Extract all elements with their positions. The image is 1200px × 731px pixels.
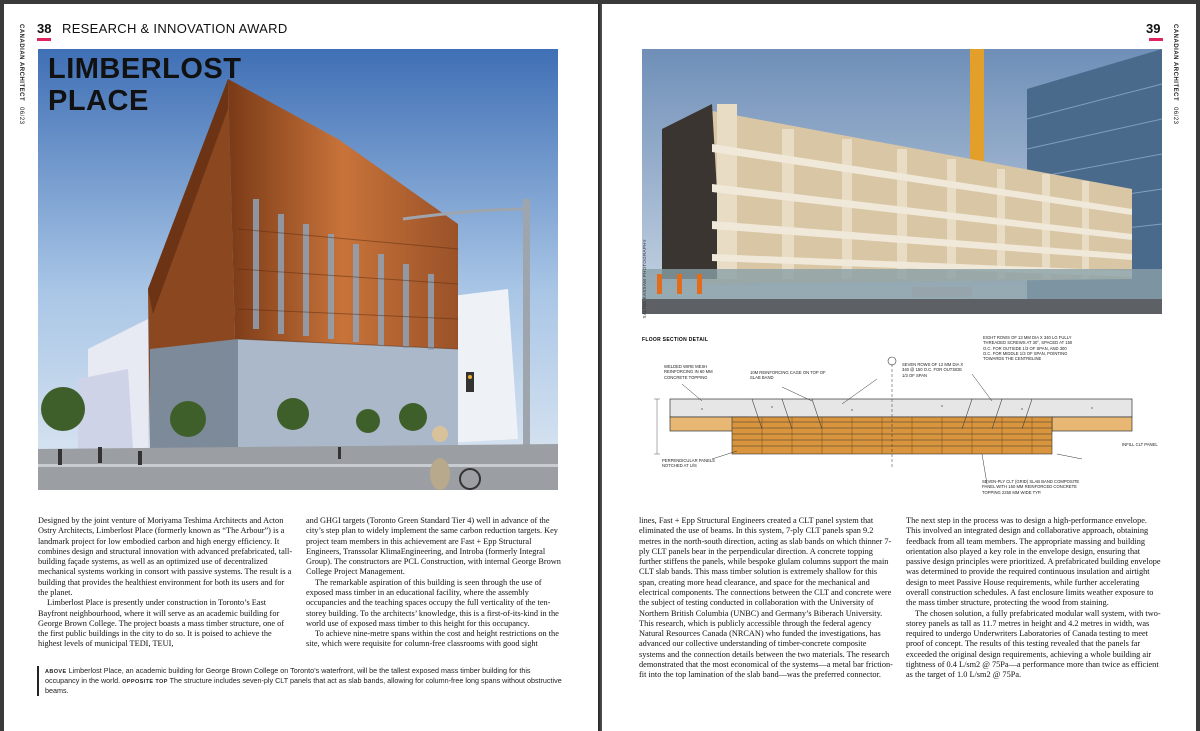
paragraph: Designed by the joint venture of Moriyama Teshima Architects and Acton Ostry Architects, Limberlost Place (formerly known as “The Arbour”) is a landmark project for low embodied carbon and high energy efficiency. It combines design and structural innovation with advanced prefabricated, tall-building façade systems, as well as an optimized use of decentralized mechanical systems working in consort with passive systems. The result is a building that provides the healthiest environment for both its users and for the planet. — [38, 516, 293, 597]
caption-text-above: Limberlost Place, an academic building for George Brown College on Toronto’s waterfront, will be the tallest exposed mass timber building for this occupancy in the world. — [45, 666, 531, 686]
issue-number: 06/23 — [18, 107, 24, 125]
caption-label-above: ABOVE — [45, 669, 67, 675]
body-column-1 — [38, 516, 293, 650]
section-title: RESEARCH & INNOVATION AWARD — [62, 21, 288, 36]
annotation-eight-rows-screws: EIGHT ROWS OF 13 MM DIA X 340 LG FULLY THREADED SCREWS AT 30°, SPACED AT 150 O.C. FOR OUTSIDE 1/3 OF SPAN, AND 300 O.C. FOR MIDDLE 1/3 OF SPAN, POINTING TOWARDS THE CENTRELINE — [983, 335, 1073, 361]
paragraph: The remarkable aspiration of this building is seen through the use of exposed mass timber in an educational facility, where the assembly occupancies and the teaching spaces occupy the full verticality of the ten-storey building. To the architects’ knowledge, this is a first-of-its-kind in the world use of exposed mass timber to this height for this occupancy. — [306, 577, 559, 628]
title-line-2: PLACE — [48, 85, 149, 117]
paragraph: The chosen solution, a fully prefabricated modular wall system, with two-storey panels as tall as 11.7 metres in height and 4.2 metres in width, was required to undergo Underwriters Laboratories of Canada testing to meet proof of concept. The results of this testing revealed that the panels far exceeded the original design requirements, achieving a whole building air tightness of 0.4 L/sm2 @ 75Pa—a performance more than twice as efficient as the target of 1.0 L/sm2 @ 75Pa. — [906, 608, 1161, 680]
paragraph: Limberlost Place is presently under construction in Toronto’s East Bayfront neighbourhood, where it will serve as an academic building for George Brown College. The project boasts a mass timber structure, one of the first public buildings in the city to do so. It is poised to achieve the highest levels of municipal TEDI, TEUI, — [38, 598, 285, 649]
left-page — [4, 4, 598, 731]
annotation-infill-clt: INFILL CLT PANEL — [1122, 442, 1158, 447]
hero-rendering — [38, 49, 558, 490]
paragraph: and GHGI targets (Toronto Green Standard Tier 4) well in advance of the city’s step plan to widely implement the same carbon reduction targets. Key project team members in this achievement are Fast + Epp Structural Engineers, Transsolar KlimaEngineering, and Introba (formerly Integral Group). The constructors are PCL Construction, with internal George Brown College Project Management. — [306, 516, 561, 577]
page-number-accent — [1149, 38, 1163, 41]
construction-photo — [642, 49, 1162, 314]
body-column-2 — [306, 516, 561, 650]
annotation-welded-wire-mesh: WELDED WIRE MESH REINFORCING IN 60 MM CONCRETE TOPPING — [664, 364, 713, 380]
paragraph: lines, Fast + Epp Structural Engineers created a CLT panel system that eliminated the use of beams. In this system, 7-ply CLT panels span 9.2 metres in the north-south direction, acting as slab bands on which thinner 7-ply CLT panels bear in the perpendicular direction. A concrete topping further stiffens the panels, while bespoke glulam columns support the main CLT slab bands. This mass timber solution is extremely shallow for this span, creating more head clearance, and space for the mechanical and electrical components. The connections between the CLT and concrete were the subject of testing conducted in collaboration with the University of Northern British Columbia (UNBC) and Germany’s Biberach University. This research, which is publicly accessible through the federal agency Natural Resources Canada (NRCAN) who funded the investigations, has advanced our collective understanding of timber-concrete composite systems and the connection details between the two materials. The research demonstrated that the most economical of the systems—a metal bar friction-fit into the top lamination of the slab band—was the preferred connector. — [639, 516, 893, 680]
annotation-slab-band: SEVEN-PLY CLT (GRID) SLAB BAND COMPOSITE PANEL WITH 150 MM REINFORCED CONCRETE TOPPING 2250 MM WIDE TYP. — [982, 479, 1080, 495]
page-number: 39 — [1146, 21, 1161, 36]
magazine-name: CANADIAN ARCHITECT — [1172, 24, 1178, 102]
photo-credit: SALINA KASSAM PHOTOGRAPHY — [642, 239, 647, 319]
article-title — [48, 55, 242, 119]
caption-text-opposite: The structure includes seven-ply CLT panels that act as slab bands, allowing for column-free long spans without obstructive beams. — [45, 676, 562, 696]
paragraph: The next step in the process was to design a high-performance envelope. This involved an integrated design and collaborative approach, obtaining feedback from all team members. The appropriate massing and building orientation also played a key role in the envelope design, ensuring that passive design principles were prioritized. A prefabricated building envelope was determined to provide the required continuous insulation and airtight design to meet Passive House requirements, while further accelerating overall construction schedules. A fast enclosure limits weather exposure to the mass timber structure, protecting the wood from staining. — [906, 516, 1161, 608]
construction-site-illustration — [642, 49, 1162, 314]
magazine-sidebar — [18, 24, 24, 125]
magazine-sidebar — [1172, 24, 1178, 125]
paragraph: To achieve nine-metre spans within the cost and height restrictions on the site, which were requisite for column-free classrooms with good sight — [306, 629, 559, 649]
annotation-seven-rows-screws: SEVEN ROWS OF 12 MM DIA X 340 @ 150 O.C. FOR OUTSIDE 1/3 OF SPAN — [902, 362, 964, 378]
page-number: 38 — [37, 21, 52, 36]
body-column-1 — [639, 516, 894, 681]
right-page — [602, 4, 1196, 731]
page-number-accent — [37, 38, 51, 41]
issue-number: 06/23 — [1172, 107, 1178, 125]
title-line-1: LIMBERLOST — [48, 53, 242, 85]
annotation-perpendicular-panels: PERPENDICULAR PANELS NOTCHED AT U/S — [662, 458, 715, 469]
magazine-name: CANADIAN ARCHITECT — [18, 24, 24, 102]
detail-title: FLOOR SECTION DETAIL — [642, 337, 709, 343]
annotation-reinforcing-cage: 10M REINFORCING CAGE ON TOP OF SLAB BAND — [750, 370, 826, 381]
photo-caption — [37, 666, 562, 696]
caption-label-opposite: OPPOSITE TOP — [122, 679, 168, 686]
body-column-2 — [906, 516, 1161, 681]
